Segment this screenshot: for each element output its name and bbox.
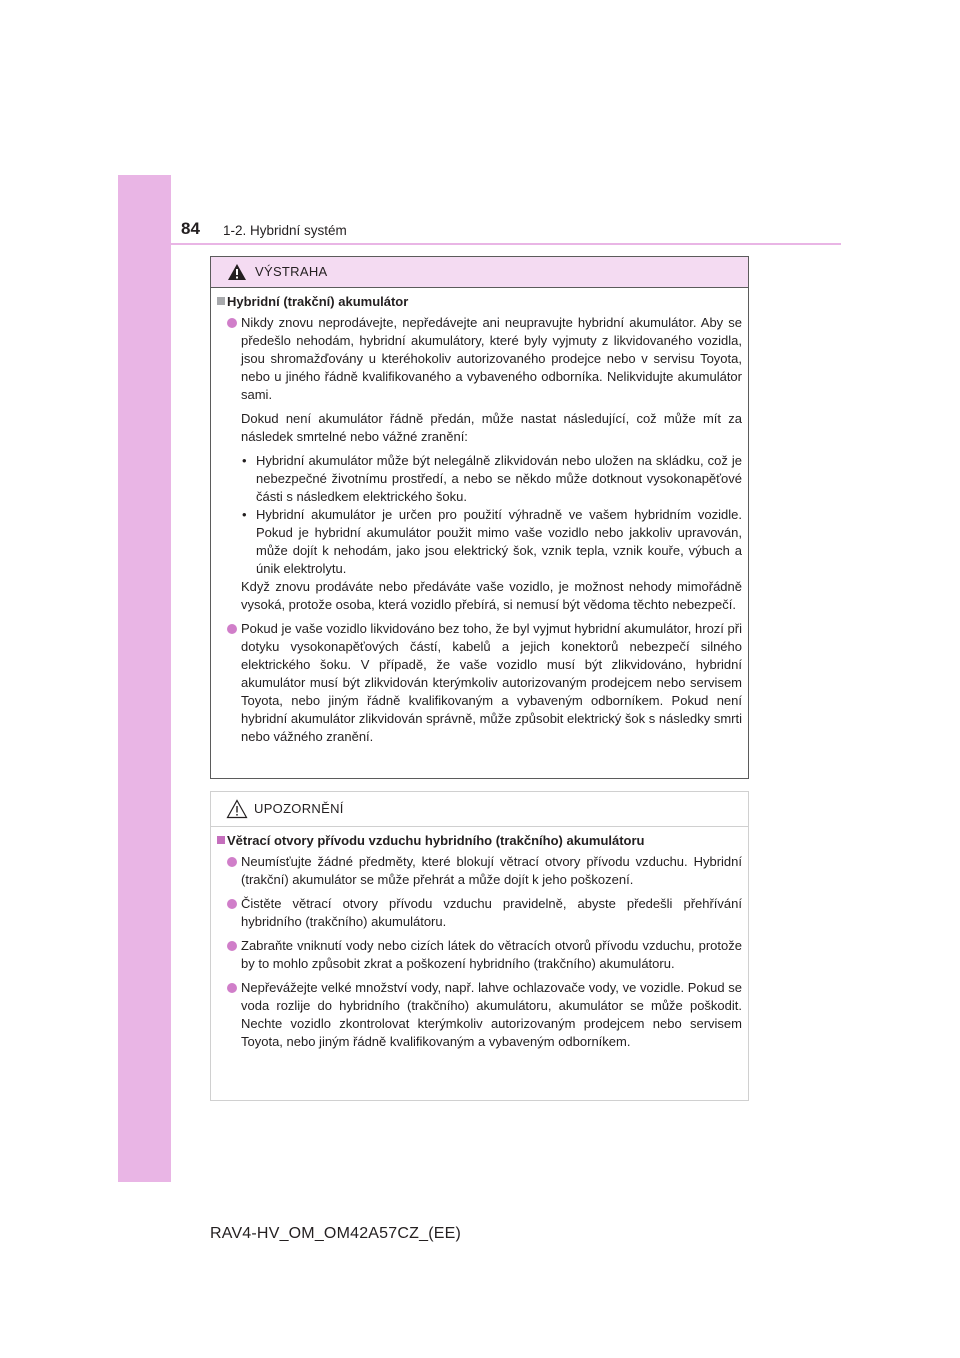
chapter-side-band — [118, 175, 171, 1182]
warning-box — [210, 256, 749, 779]
caution-title: UPOZORNĚNÍ — [254, 801, 344, 816]
warning-subbullet-2 — [241, 506, 742, 578]
dot-bullet-icon — [227, 857, 237, 867]
warning-item-1-paragraph-1: Nikdy znovu neprodávejte, nepředávejte ani neupravujte hybridní akumulátor. Aby se předešlo nehodám, hybridní akumulátory, které byly vyjmuty z likvidovaného vozidla, jsou shromažďovány u kteréhokoliv autorizovaného prodejce nebo v servisu Toyota, nebo u jiného řádně kvalifikovaného a vybaveného odborníka. Nelikvidujte akumulátor sami. — [241, 315, 742, 402]
warning-subbullet-2-text: Hybridní akumulátor je určen pro použití výhradně ve vašem hybridním vozidle. Pokud je hybridní akumulátor použit mimo vaše vozidlo nebo jakkoliv upravován, může dojít k nehodám, jako jsou elektrický šok, vznik tepla, vznik kouře, výbuch a únik elektrolytu. — [256, 507, 742, 576]
dot-bullet-icon — [227, 624, 237, 634]
caution-header — [211, 792, 748, 827]
warning-header — [211, 257, 748, 288]
caution-topic-text: Větrací otvory přívodu vzduchu hybridního (trakčního) akumulátoru — [227, 833, 645, 848]
warning-item-1-paragraph-3: Když znovu prodáváte nebo předáváte vaše vozidlo, je možnost nehody mimořádně vysoká, protože osoba, která vozidlo přebírá, si nemusí být vědoma těchto nebezpečí. — [241, 579, 742, 612]
warning-subbullet-1-text: Hybridní akumulátor může být nelegálně zlikvidován nebo uložen na skládku, což je nebezpečné životnímu prostředí, a nebo se někdo může dotknout vysokonapěťové části s následkem elektrického šoku. — [256, 453, 742, 504]
bullet-mark: • — [242, 453, 247, 468]
caution-item-4 — [217, 979, 742, 1051]
square-bullet-icon — [217, 836, 225, 844]
caution-item-3-text: Zabraňte vniknutí vody nebo cizích látek do větracích otvorů přívodu vzduchu, protože by to mohlo způsobit zkrat a poškození hybridního (trakčního) akumulátoru. — [241, 938, 742, 971]
warning-subbullet-1 — [241, 452, 742, 506]
caution-item-3 — [217, 937, 742, 973]
warning-item-2-text: Pokud je vaše vozidlo likvidováno bez toho, že byl vyjmut hybridní akumulátor, hrozí při dotyku vysokonapěťových částí, kabelů a jejich konektorů nebezpečí silného elektrického šoku. V případě, že vaše vozidlo musí být zlikvidováno, hybridní akumulátor musí být zlikvidován kterýmkoliv autorizovaným prodejcem nebo servisem Toyota, nebo jiným řádně kvalifikovaným a vybaveným odborníkem. Pokud není hybridní akumulátor zlikvidován správně, může způsobit elektrický šok s následky smrti nebo vážného zranění. — [241, 621, 742, 744]
caution-item-1 — [217, 853, 742, 889]
warning-triangle-filled-icon — [227, 263, 247, 281]
document-code: RAV4-HV_OM_OM42A57CZ_(EE) — [210, 1225, 461, 1242]
dot-bullet-icon — [227, 941, 237, 951]
caution-body — [211, 827, 748, 1051]
caution-item-1-text: Neumísťujte žádné předměty, které blokují větrací otvory přívodu vzduchu. Hybridní (trakční) akumulátor se může přehrát a může dojít k jeho poškození. — [241, 854, 742, 887]
warning-topic — [217, 293, 742, 311]
warning-triangle-outline-icon — [226, 799, 248, 819]
dot-bullet-icon — [227, 318, 237, 328]
section-title: 1-2. Hybridní systém — [223, 223, 347, 238]
dot-bullet-icon — [227, 983, 237, 993]
caution-topic — [217, 832, 742, 850]
square-bullet-icon — [217, 297, 225, 305]
warning-item-2 — [217, 620, 742, 746]
caution-box — [210, 791, 749, 1101]
caution-item-4-text: Nepřevážejte velké množství vody, např. lahve ochlazovače vody, ve vozidle. Pokud se voda rozlije do hybridního (trakčního) akumulátoru, akumulátor se může poškodit. Nechte vozidlo zkontrolovat kterýmkoliv autorizovaným prodejcem nebo servisem Toyota, nebo jiným řádně kvalifikovaným a vybaveným odborníkem. — [241, 980, 742, 1049]
warning-item-1 — [217, 314, 742, 614]
warning-topic-text: Hybridní (trakční) akumulátor — [227, 294, 409, 309]
warning-item-1-paragraph-2: Dokud není akumulátor řádně předán, může nastat následující, což může mít za následek smrtelné nebo vážné zranění: — [241, 411, 742, 444]
caution-item-2-text: Čistěte větrací otvory přívodu vzduchu pravidelně, abyste předešli přehřívání hybridního (trakčního) akumulátoru. — [241, 896, 742, 929]
dot-bullet-icon — [227, 899, 237, 909]
bullet-mark: • — [242, 507, 247, 522]
caution-item-2 — [217, 895, 742, 931]
warning-title: VÝSTRAHA — [255, 264, 328, 279]
warning-body — [211, 288, 748, 746]
page-number: 84 — [181, 219, 200, 238]
header-rule — [171, 243, 841, 245]
